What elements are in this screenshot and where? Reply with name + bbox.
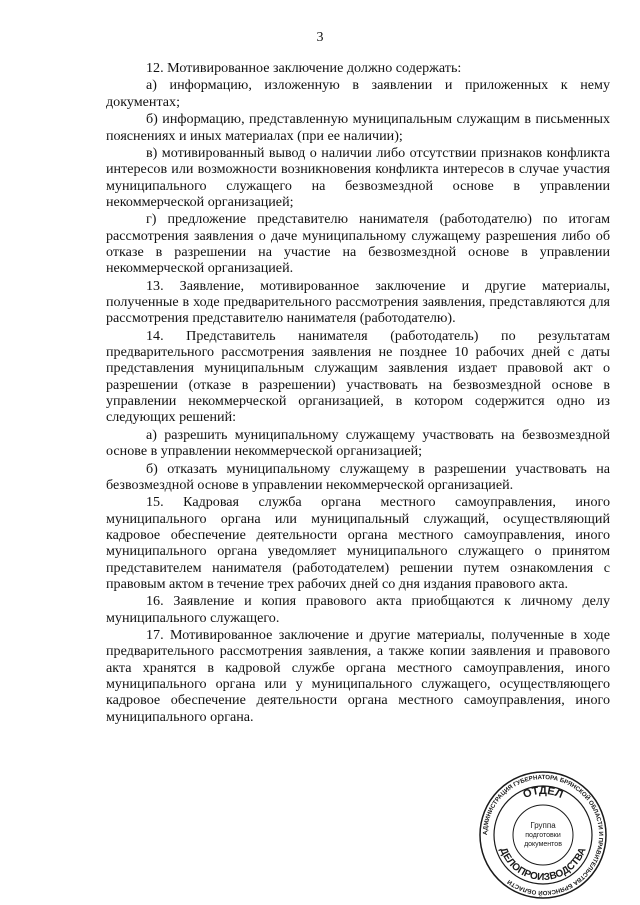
paragraph-12: 12. Мотивированное заключение должно содержать: (146, 60, 462, 76)
paragraph-12g: г) предложение представителю нанимателя (работодателю) по итогам рассмотрения заявления о даче муниципальному служащему разрешения либо об отказе в разрешении на участие на безвозмездной основе в управлении некоммерческой организацией. (106, 211, 610, 277)
paragraph-15: 15. Кадровая служба органа местного самоуправления, иного муниципального органа или муниципальный служащий, осуществляющий кадровое обеспечение деятельности органа местного самоуправления, иного муниципального органа уведомляет муниципального служащего о принятом представителем нанимателя (работодателем) решении путем ознакомления с правовым актом в течение трех рабочих дней со дня издания правового акта. (106, 494, 610, 592)
paragraph-12b: б) информацию, представленную муниципальным служащим в письменных пояснениях и иных материалах (при ее наличии); (106, 111, 610, 144)
document-body (106, 60, 610, 726)
paragraph-16: 16. Заявление и копия правового акта приобщаются к личному делу муниципального служащего. (106, 593, 610, 626)
paragraph-13: 13. Заявление, мотивированное заключение и другие материалы, полученные в ходе предварительного рассмотрения заявления, представляются для рассмотрения представителю нанимателя (работодателю). (106, 277, 610, 327)
stamp-center-line-1: Группа (530, 821, 556, 830)
stamp-center-line-2: подготовки (525, 832, 561, 839)
paragraph-12v: в) мотивированный вывод о наличии либо отсутствии признаков конфликта интересов или возможности возникновения конфликта интересов в случае участия муниципального служащего на безвозмездной основе в управлении некоммерческой организацией; (106, 145, 610, 210)
paragraph-12a: а) информацию, изложенную в заявлении и приложенных к нему документах; (106, 77, 610, 110)
paragraph-17: 17. Мотивированное заключение и другие материалы, полученные в ходе предварительного рассмотрения заявления, а также копии заявления и правового акта хранятся в кадровой службе органа местного самоуправления, иного муниципального органа или у муниципального служащего, осуществляющего кадровое обеспечение деятельности органа местного самоуправления, иного муниципального органа. (106, 627, 610, 725)
paragraph-14b: б) отказать муниципальному служащему в разрешении участвовать на безвозмездной основе в управлении некоммерческой организацией. (106, 460, 610, 493)
office-stamp (478, 770, 608, 900)
svg-text:ОТДЕЛ (521, 785, 564, 801)
stamp-outer-text: АДМИНИСТРАЦИЯ ГУБЕРНАТОРА БРЯНСКОЙ ОБЛАСТИ И ПРАВИТЕЛЬСТВА БРЯНСКОЙ ОБЛАСТИ (481, 773, 605, 897)
stamp-center-line-3: документов (524, 841, 562, 848)
page-number: 3 (316, 30, 324, 45)
paragraph-14: 14. Представитель нанимателя (работодатель) по результатам предварительного рассмотрения заявления не позднее 10 рабочих дней с даты представления муниципальным служащим заявления издает правовой акт о разрешении (отказе в разрешении) участвовать на безвозмездной основе в управлении некоммерческой организацией, в котором содержится одно из следующих решений: (106, 327, 610, 426)
stamp-inner-top-text: ОТДЕЛ (521, 784, 565, 801)
stamp-inner-bottom-text: ДЕЛОПРОИЗВОДСТВА (497, 846, 589, 884)
paragraph-14a: а) разрешить муниципальному служащему участвовать на безвозмездной основе в управлении некоммерческой организацией; (106, 426, 610, 460)
